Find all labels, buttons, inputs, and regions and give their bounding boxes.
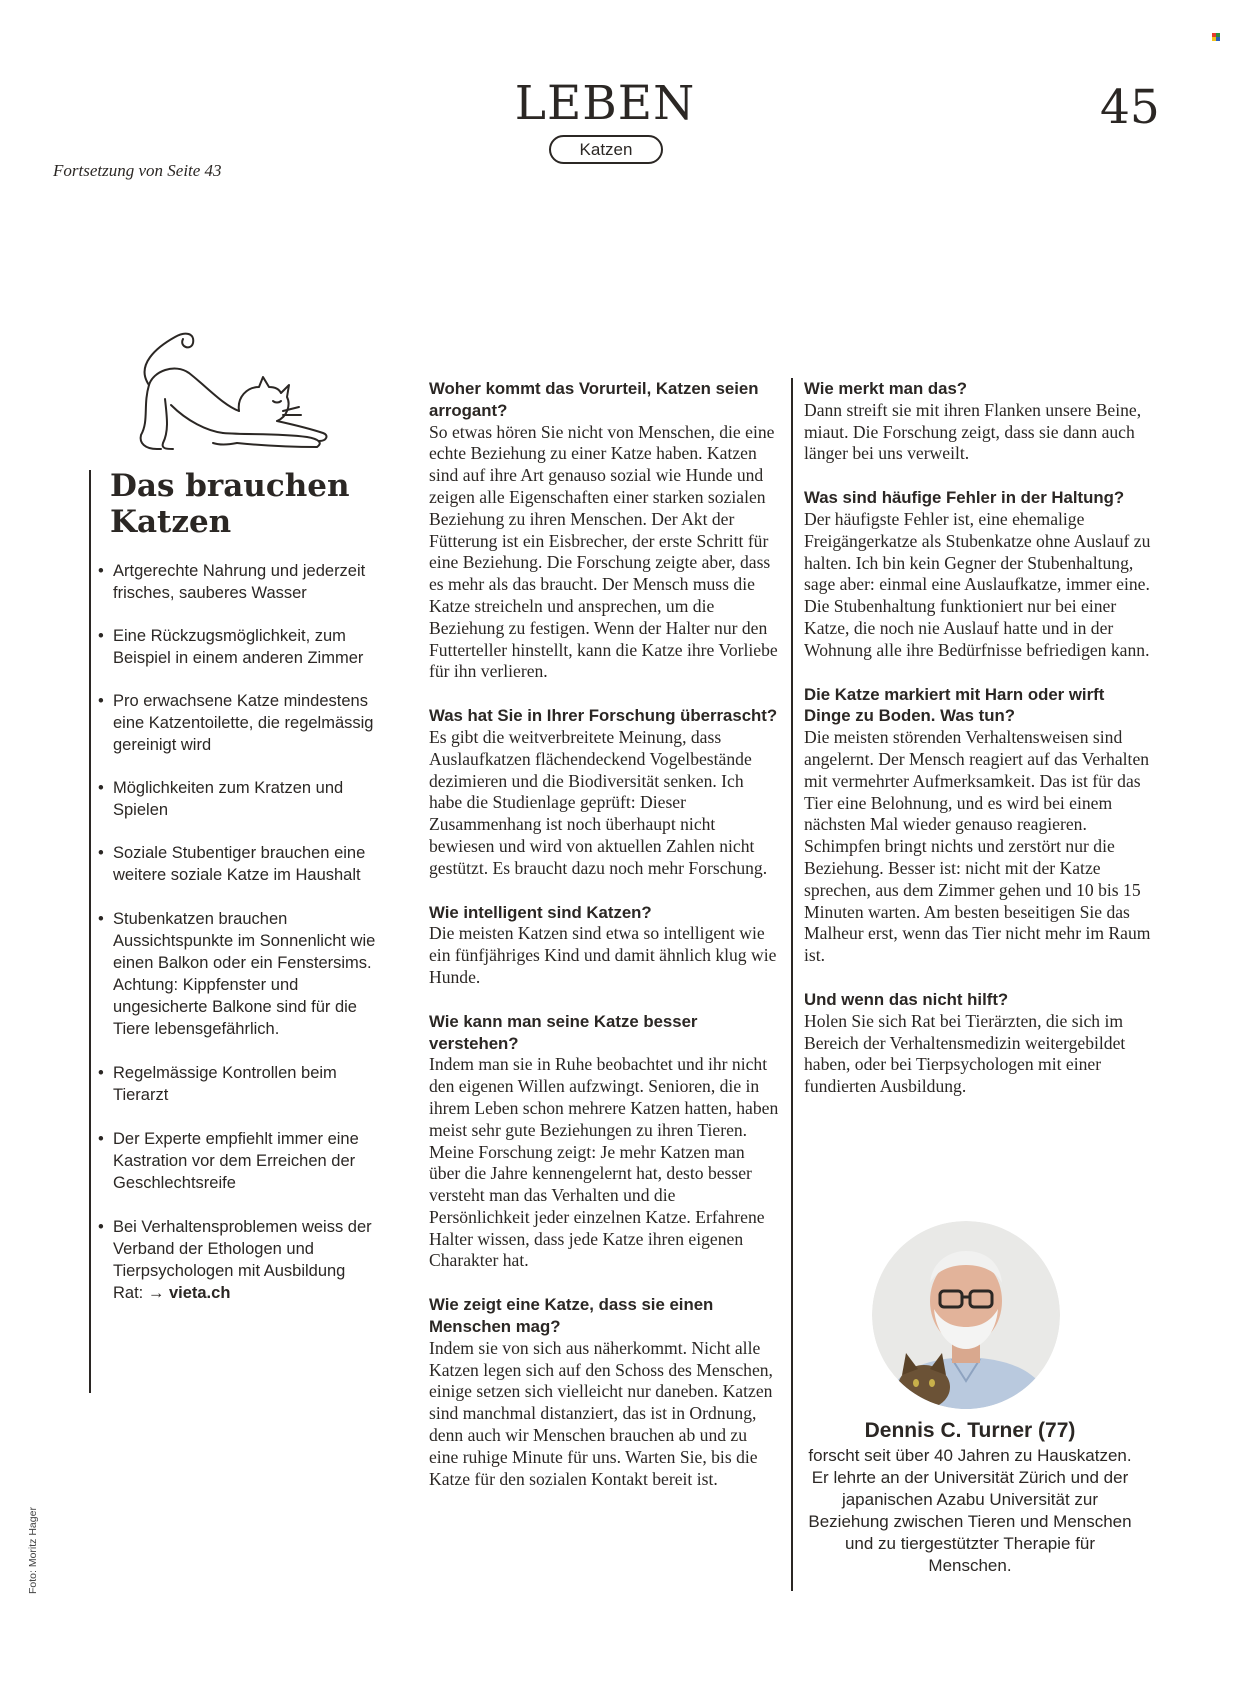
answer: Der häufigste Fehler ist, eine ehemalige Freigängerkatze als Stubenkatze ohne Auslauf zu halten. Ich bin kein Gegner der Stubenhaltung, sage aber: einmal eine Auslaufkatze, immer eine. Die Stubenhaltung funktioniert nur bei einer Katze, die noch nie Auslauf hatte und in der Wohnung alle ihre Bedürfnisse befriedigen kann. xyxy=(804,508,1151,660)
qa-block xyxy=(429,378,779,683)
qa-block xyxy=(429,1294,779,1490)
question: Wie merkt man das? xyxy=(804,379,968,398)
question: Woher kommt das Vorurteil, Katzen seien arrogant? xyxy=(429,379,759,420)
list-item: • Der Experte empfiehlt immer eine Kastration vor dem Erreichen der Geschlechtsreife xyxy=(98,1128,378,1194)
vieta-link[interactable]: → vieta.ch xyxy=(147,1284,231,1302)
cat-needs-list xyxy=(98,560,378,1326)
stretching-cat-icon xyxy=(127,325,332,459)
qa-block xyxy=(804,378,1154,465)
qa-block xyxy=(804,684,1154,967)
qa-block xyxy=(429,1011,779,1273)
list-item xyxy=(98,1216,378,1304)
answer: Indem man sie in Ruhe beobachtet und ihr nicht den eigenen Willen aufzwingt. Senioren, die in ihrem Leben schon mehrere Katzen hatten, haben meist sehr gute Beziehungen zu ihren Tieren. Meine Forschung zeigt: Je mehr Katzen man über die Jahre kennengelernt hat, desto besser versteht man das Verhalten und die Persönlichkeit jeder einzelnen Katze. Erfahrene Halter wissen, dass jede Katze ihren eigenen Charakter hat. xyxy=(429,1054,779,1271)
section-title: LEBEN xyxy=(514,76,696,131)
qa-block xyxy=(804,989,1154,1098)
sidebar-rule xyxy=(89,470,91,1393)
answer: Indem sie von sich aus näherkommt. Nicht alle Katzen legen sich auf den Schoss des Menschen, einige setzen sich vielleicht nur daneben. Katzen sind manchmal distanziert, das ist in Ordnung, denn auch wir Menschen brauchen ab und zu eine ruhige Minute für uns. Warten Sie, bis die Katze für den sozialen Kontakt bereit ist. xyxy=(429,1337,773,1489)
qa-block xyxy=(429,902,779,989)
list-item: • Eine Rückzugsmöglichkeit, zum Beispiel in einem anderen Zimmer xyxy=(98,625,378,669)
answer: So etwas hören Sie nicht von Menschen, die eine echte Beziehung zu einer Katze haben. Katzen sind auf ihre Art genauso sozial wie Hunde und zeigen alle Eigenschaften einer starken sozialen Beziehung zu ihren Menschen. Der Akt der Fütterung ist ein Eisbrecher, der erste Schritt für eine Beziehung. Die Forschung zeigte aber, dass es mehr als das braucht. Der Mensch muss die Katze streicheln und ansprechen, um die Beziehung zu festigen. Wenn der Halter nur den Futterteller hinstellt, kann die Katze ihre Vorliebe für ihn verlieren. xyxy=(429,421,778,682)
list-item: • Stubenkatzen brauchen Aussichtspunkte im Sonnenlicht wie einen Balkon oder ein Fenstersims. Achtung: Kippfenster und ungesicherte Balkone sind für die Tiere lebensgefährlich. xyxy=(98,908,378,1040)
question: Wie intelligent sind Katzen? xyxy=(429,902,652,922)
column-divider xyxy=(791,378,793,1591)
expert-name: Dennis C. Turner (77) xyxy=(864,1419,1076,1442)
question: Was hat Sie in Ihrer Forschung überrascht? xyxy=(429,706,778,726)
answer: Die meisten Katzen sind etwa so intelligent wie ein fünfjähriges Kind und damit ähnlich klug wie Hunde. xyxy=(429,923,777,987)
list-item: • Pro erwachsene Katze mindestens eine Katzentoilette, die regelmässig gereinigt wird xyxy=(98,690,378,756)
answer: Holen Sie sich Rat bei Tierärzten, die sich im Bereich der Verhaltensmedizin weitergebildet haben, oder bei Tierpsychologen mit einer fundierten Ausbildung. xyxy=(804,1010,1126,1097)
list-item: • Möglichkeiten zum Kratzen und Spielen xyxy=(98,777,378,821)
answer: Es gibt die weitverbreitete Meinung, dass Auslaufkatzen flächendeckend Vogelbestände dezimieren und die Biodiversität senken. Ich habe die Studienlage geprüft: Dieser Zusammenhang ist noch überhaupt nicht bewiesen und wird von aktuellen Zahlen nicht gestützt. Es braucht dazu noch mehr Forschung. xyxy=(429,726,768,878)
list-item: • Soziale Stubentiger brauchen eine weitere soziale Katze im Haushalt xyxy=(98,842,378,886)
sidebar-title-line-2: Katzen xyxy=(110,504,232,540)
interview-column-1 xyxy=(429,378,779,1512)
interview-column-2 xyxy=(804,378,1154,1120)
continuation-note: Fortsetzung von Seite 43 xyxy=(53,161,222,180)
question: Die Katze markiert mit Harn oder wirft Dinge zu Boden. Was tun? xyxy=(804,684,1105,726)
qa-block xyxy=(804,487,1154,661)
expert-bio: forscht seit über 40 Jahren zu Hauskatzen. Er lehrte an der Universität Zürich und der japanischen Azabu Universität zur Beziehung zwischen Tieren und Menschen und zu tiergestützter Therapie für Menschen. xyxy=(808,1446,1132,1575)
sidebar-title-line-1: Das brauchen xyxy=(110,468,350,504)
answer: Die meisten störenden Verhaltensweisen sind angelernt. Der Mensch reagiert auf das Verhalten mit vermehrter Aufmerksamkeit. Das ist für das Tier eine Belohnung, und es wird bei einem nächsten Mal wieder genauso reagieren. Schimpfen bringt nichts und zerstört nur die Beziehung. Besser ist: nicht mit der Katze sprechen, aus dem Zimmer gehen und 10 bis 15 Minuten warten. Am besten beseitigen Sie das Malheur erst, wenn das Tier nicht mehr im Raum ist. xyxy=(804,727,1151,966)
list-item-text: Bei Verhaltensproblemen weiss der Verband der Ethologen und Tierpsychologen mit Ausbildung Rat: xyxy=(113,1218,372,1302)
color-registration-mark xyxy=(1212,33,1221,42)
expert-portrait xyxy=(872,1221,1060,1409)
page-number: 45 xyxy=(1100,80,1160,135)
list-item: • Regelmässige Kontrollen beim Tierarzt xyxy=(98,1062,378,1106)
question: Wie zeigt eine Katze, dass sie einen Menschen mag? xyxy=(429,1295,714,1337)
photo-credit: Foto: Moritz Hager xyxy=(27,1507,39,1594)
question: Was sind häufige Fehler in der Haltung? xyxy=(804,488,1125,508)
answer: Dann streift sie mit ihren Flanken unsere Beine, miaut. Die Forschung zeigt, dass sie dann auch länger bei uns verweilt. xyxy=(804,399,1142,464)
section-tag: Katzen xyxy=(549,135,663,164)
sidebar-title xyxy=(110,468,370,540)
question: Und wenn das nicht hilft? xyxy=(804,989,1009,1009)
qa-block xyxy=(429,705,779,879)
question: Wie kann man seine Katze besser verstehen? xyxy=(429,1011,698,1053)
list-item: • Artgerechte Nahrung und jederzeit frisches, sauberes Wasser xyxy=(98,560,378,604)
